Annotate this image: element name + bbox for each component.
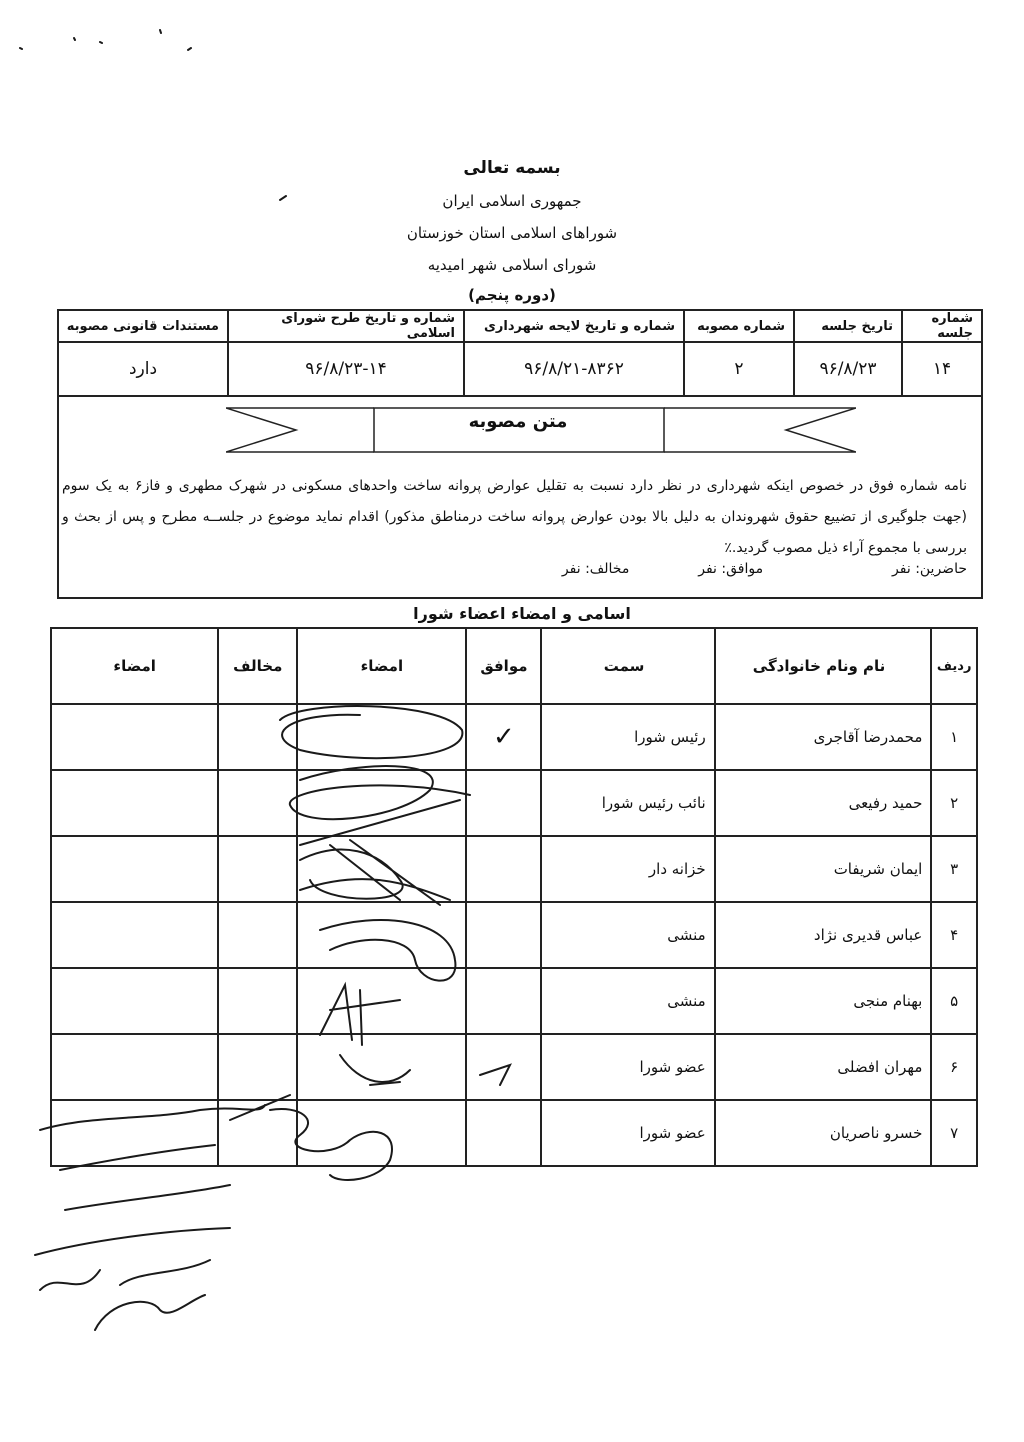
member-name: بهنام منجی [715, 968, 932, 1034]
agree-cell [466, 1100, 541, 1166]
agree-checkmark: ✓ [466, 704, 541, 770]
oppose-label: مخالف: [585, 561, 630, 577]
signature-cell-2 [51, 836, 218, 902]
member-name: خسرو ناصریان [715, 1100, 932, 1166]
header-role: سمت [541, 628, 714, 704]
value-session-no: ۱۴ [902, 342, 982, 396]
oppose-cell [218, 836, 297, 902]
header-signature-2: امضاء [51, 628, 218, 704]
row-index: ۴ [931, 902, 977, 968]
header-legal-docs: مستندات قانونی مصوبه [58, 310, 228, 342]
row-index: ۲ [931, 770, 977, 836]
agree-cell [466, 902, 541, 968]
signature-cell [297, 704, 466, 770]
member-role: منشی [541, 968, 714, 1034]
signature-cell [297, 1100, 466, 1166]
basmala: بسمه تعالی [463, 158, 561, 178]
signature-cell-2 [51, 968, 218, 1034]
member-name: حمید رفیعی [715, 770, 932, 836]
signature-cell-2 [51, 770, 218, 836]
members-header-row [51, 628, 977, 704]
table-row [51, 770, 977, 836]
header-resolution-no: شماره مصوبه [684, 310, 794, 342]
member-name: محمدرضا آقاجری [715, 704, 932, 770]
signature-cell-2 [51, 1100, 218, 1166]
signature-cell [297, 902, 466, 968]
header-signature: امضاء [297, 628, 466, 704]
oppose-cell [218, 1034, 297, 1100]
value-legal-docs: دارد [58, 342, 228, 396]
info-value-row [58, 342, 982, 396]
member-role: خزانه دار [541, 836, 714, 902]
table-row [51, 902, 977, 968]
resolution-info-table [57, 309, 983, 397]
value-municipality-bill: ۹۶/۸/۲۱-۸۳۶۲ [464, 342, 684, 396]
signature-cell-2 [51, 902, 218, 968]
value-session-date: ۹۶/۸/۲۳ [794, 342, 902, 396]
table-row [51, 836, 977, 902]
agree-cell [466, 836, 541, 902]
present-unit: نفر [892, 561, 911, 577]
table-row [51, 704, 977, 770]
header-agree: موافق [466, 628, 541, 704]
header-name: نام ونام خانوادگی [715, 628, 932, 704]
member-name: مهران افضلی [715, 1034, 932, 1100]
country-name: جمهوری اسلامی ایران [442, 192, 582, 210]
vote-summary [62, 561, 967, 577]
signature-cell [297, 770, 466, 836]
value-council-plan: ۹۶/۸/۲۳-۱۴ [228, 342, 464, 396]
member-role: نائب رئیس شورا [541, 770, 714, 836]
oppose-cell [218, 968, 297, 1034]
header-session-date: تاریخ جلسه [794, 310, 902, 342]
info-header-row [58, 310, 982, 342]
present-label: حاضرین: [915, 561, 967, 577]
signature-cell-2 [51, 1034, 218, 1100]
row-index: ۳ [931, 836, 977, 902]
table-row [51, 1034, 977, 1100]
header-index: ردیف [931, 628, 977, 704]
council-term: (دوره پنجم) [468, 286, 556, 304]
row-index: ۷ [931, 1100, 977, 1166]
value-resolution-no: ۲ [684, 342, 794, 396]
signature-cell [297, 968, 466, 1034]
agree-cell [466, 770, 541, 836]
signature-cell-2 [51, 704, 218, 770]
oppose-cell [218, 770, 297, 836]
member-role: عضو شورا [541, 1100, 714, 1166]
members-table [50, 627, 978, 1167]
members-title: اسامی و امضاء اعضاء شورا [413, 604, 631, 623]
resolution-body: نامه شماره فوق در خصوص اینکه شهرداری در نظر دارد نسبت به تقلیل عوارض پروانه ساخت واحدهای مسکونی در شهرک مطهری و فاز۶ به یک سوم (جهت جلوگیری از تضییع حقوق شهروندان به دلیل بالا بودن عوارض پروانه ساخت درمناطق مذکور) اقدام نماید موضوع در جلســه مطرح و پس از بحث و بررسی با مجموع آراء ذیل مصوب گردید.٪ [62, 478, 967, 556]
table-row [51, 968, 977, 1034]
table-row [51, 1100, 977, 1166]
resolution-title: متن مصوبه [468, 411, 568, 432]
oppose-cell [218, 704, 297, 770]
agree-cell [466, 1034, 541, 1100]
resolution-text-box [57, 391, 983, 599]
member-role: رئیس شورا [541, 704, 714, 770]
row-index: ۱ [931, 704, 977, 770]
signature-cell [297, 836, 466, 902]
header-municipality-bill: شماره و تاریخ لایحه شهرداری [464, 310, 684, 342]
member-name: عباس قدیری نژاد [715, 902, 932, 968]
oppose-unit: نفر [561, 561, 581, 577]
header-council-plan: شماره و تاریخ طرح شورای اسلامی [228, 310, 464, 342]
oppose-cell [218, 902, 297, 968]
member-role: منشی [541, 902, 714, 968]
agree-unit: نفر [698, 561, 717, 577]
city-council: شورای اسلامی شهر امیدیه [427, 256, 597, 274]
signature-cell [297, 1034, 466, 1100]
row-index: ۶ [931, 1034, 977, 1100]
member-role: عضو شورا [541, 1034, 714, 1100]
agree-cell [466, 968, 541, 1034]
province-council: شوراهای اسلامی استان خوزستان [406, 224, 618, 242]
header-session-no: شماره جلسه [902, 310, 982, 342]
header-oppose: مخالف [218, 628, 297, 704]
row-index: ۵ [931, 968, 977, 1034]
member-name: ایمان شریفات [715, 836, 932, 902]
agree-label: موافق: [721, 561, 764, 577]
oppose-cell [218, 1100, 297, 1166]
